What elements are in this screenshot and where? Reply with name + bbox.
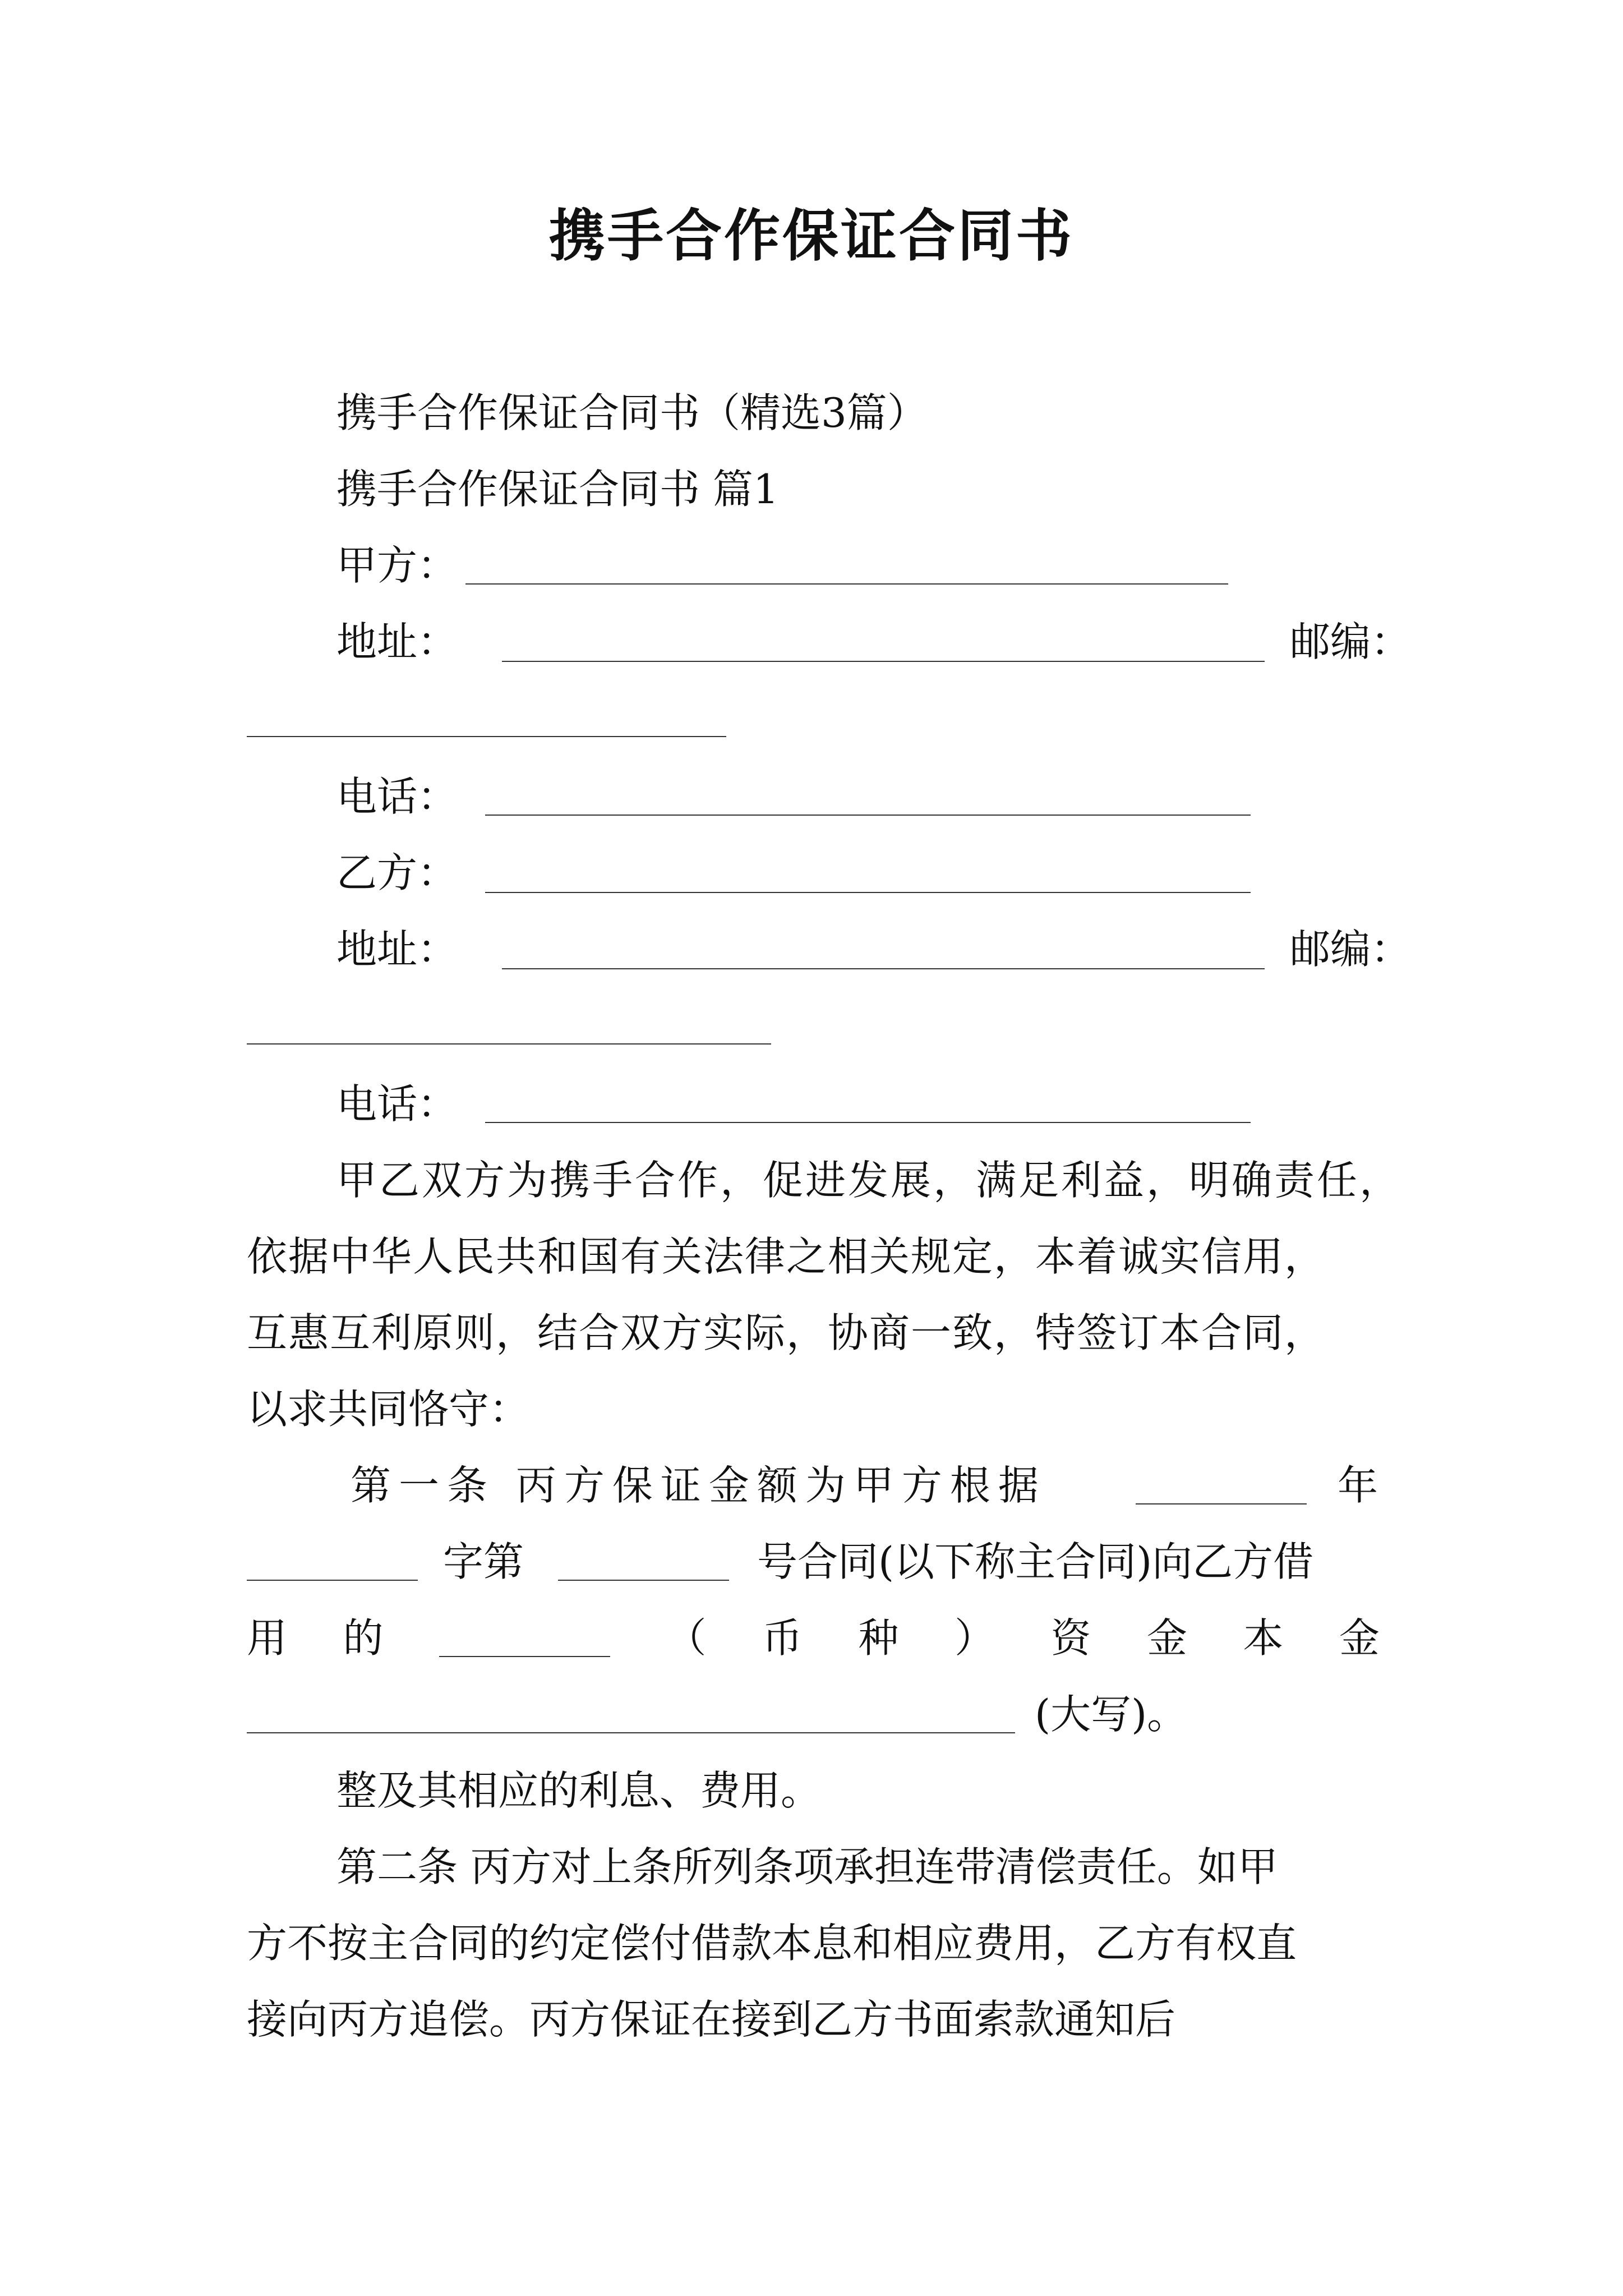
article1-char: 金 [1339, 1614, 1380, 1662]
article1-year: 年 [1338, 1462, 1378, 1509]
intro-line-2: 依据中华人民共和国有关法律之相关规定，本着诚实信用， [247, 1233, 1326, 1280]
party-a-phone-label: 电话： [336, 773, 458, 820]
party-b-blank [485, 892, 1251, 893]
article1-blank-1 [1136, 1503, 1307, 1504]
party-a-address-label: 地址： [336, 618, 458, 665]
article1-char: 金 [1146, 1614, 1187, 1662]
party-a-phone-blank [485, 815, 1251, 816]
article1-char: （ [666, 1614, 707, 1662]
party-a-address-blank [502, 661, 1265, 662]
article1-blank-4 [439, 1610, 610, 1666]
article1-char: 币 [762, 1614, 803, 1662]
article1-char: 本 [1243, 1614, 1284, 1662]
article2-line-3: 接向丙方追偿。丙方保证在接到乙方书面索款通知后 [247, 1996, 1176, 2043]
party-b-phone-blank [485, 1122, 1251, 1123]
party-b-postcode-label: 邮编： [1290, 926, 1412, 973]
article1-blank-3 [558, 1580, 729, 1581]
heading-part1: 携手合作保证合同书 篇1 [336, 466, 779, 513]
article1-blank-5 [247, 1732, 1015, 1733]
intro-line-3: 互惠互利原则，结合双方实际，协商一致，特签订本合同， [247, 1309, 1326, 1356]
article1-char: 用 [247, 1614, 288, 1662]
article1-line-2-rest: 号合同(以下称主合同)向乙方借 [757, 1538, 1314, 1585]
intro-line-4: 以求共同恪守： [247, 1386, 530, 1433]
article2-line-1: 第二条 丙方对上条所列条项承担连带清偿责任。如甲 [336, 1843, 1278, 1890]
article1-line-3 [247, 1610, 1380, 1666]
article2-line-2: 方不按主合同的约定偿付借款本息和相应费用，乙方有权直 [247, 1920, 1297, 1967]
party-b-address-label: 地址： [336, 926, 458, 973]
heading-selected: 携手合作保证合同书（精选3篇） [336, 389, 928, 436]
article1-zi-di: 字第 [443, 1538, 524, 1585]
party-b-postcode-blank [247, 1043, 771, 1045]
article1-char: 的 [343, 1614, 384, 1662]
party-b-address-blank [502, 968, 1265, 969]
party-a-postcode-blank [247, 736, 726, 737]
article1-char: 种 [858, 1614, 899, 1662]
article1-char: ） [954, 1614, 995, 1662]
article1-daxie: (大写)。 [1035, 1691, 1188, 1738]
article1-blank-2 [247, 1580, 418, 1581]
article1-char: 资 [1050, 1614, 1091, 1662]
party-b-phone-label: 电话： [336, 1080, 458, 1128]
party-b-label: 乙方： [336, 849, 458, 896]
party-a-postcode-label: 邮编： [1290, 618, 1412, 665]
party-a-label: 甲方： [336, 542, 458, 589]
intro-line-1: 甲乙双方为携手合作，促进发展，满足利益，明确责任， [336, 1157, 1403, 1204]
article1-line-5: 整及其相应的利息、费用。 [336, 1767, 822, 1814]
article1-line-1: 第一条 丙方保证金额为甲方根据 [351, 1462, 1046, 1509]
party-a-blank [465, 583, 1228, 585]
document-title: 携手合作保证合同书 [549, 203, 1074, 269]
